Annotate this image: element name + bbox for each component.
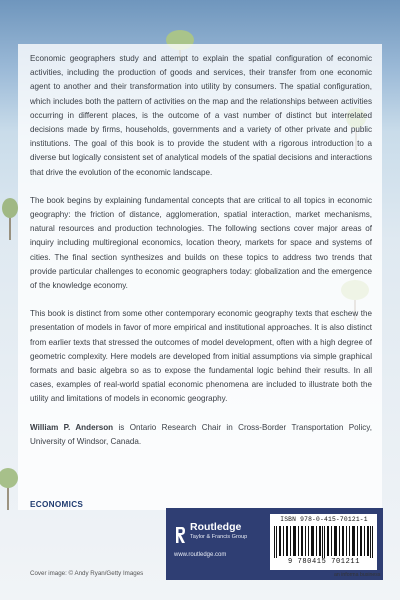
publisher-group: Taylor & Francis Group <box>190 534 248 540</box>
publisher-url: www.routledge.com <box>174 552 227 558</box>
publisher-name: Routledge <box>190 521 242 533</box>
back-cover-text <box>30 52 372 463</box>
informa-tagline: an informa business <box>334 572 381 578</box>
routledge-logo-icon <box>174 526 186 544</box>
author-bio <box>30 421 372 449</box>
barcode-icon <box>274 526 374 558</box>
paragraph-overview: Economic geographers study and attempt to explain the spatial configuration of economic activities, including the production of goods and services, their transfer from one economic agent to another and their transformation into utility by consumers. The spatial configuration, which includes both the pattern of activities on the map and the relationships between activities occurring in different places, is the outcome of a vast number of distinct but interrelated decisions made by firms, households, governments and a variety of other private and public institutions. The goal of this book is to provide the student with a rigorous introduction to a diverse but logically consistent set of analytical models of the spatial decisions and interactions that drive the evolution of the economic landscape. <box>30 54 372 177</box>
subject-category: ECONOMICS <box>30 500 84 509</box>
paragraph-distinction: This book is distinct from some other contemporary economic geography texts that eschew the presentation of models in favor of more empirical and institutional approaches. It is also distinct from earlier texts that stressed the outcomes of model development, often with a high degree of geometric complexity. Here models are developed from initial assumptions via simple graphical formats and basic algebra so as to expose the fundamental logic behind their results. In all cases, examples of real-world spatial economic phenomena are included to illustrate both the utility and limitations of models in economic geography. <box>30 309 372 404</box>
isbn-text: ISBN 978-0-415-70121-1 <box>280 516 368 523</box>
author-bio-text: is Ontario Research Chair in Cross-Border Transportation Policy, University of Windsor, Canada. <box>30 422 372 446</box>
author-name: William P. Anderson <box>30 422 114 432</box>
paragraph-contents: The book begins by explaining fundamental concepts that are critical to all topics in economic geography: the friction of distance, agglomeration, spatial interaction, market mechanisms, natural resources and production technologies. The following sections cover major areas of inquiry including multiregional economics, location theory, markets for space and systems of cities. The final section synthesizes and builds on these topics to address two trends that provide particular challenges to economic geographers today: globalization and the emergence of the knowledge economy. <box>30 195 372 291</box>
cover-image-credit: Cover image: © Andy Ryan/Getty Images <box>30 570 144 577</box>
barcode-digits: 9 780415 701211 <box>287 558 360 566</box>
